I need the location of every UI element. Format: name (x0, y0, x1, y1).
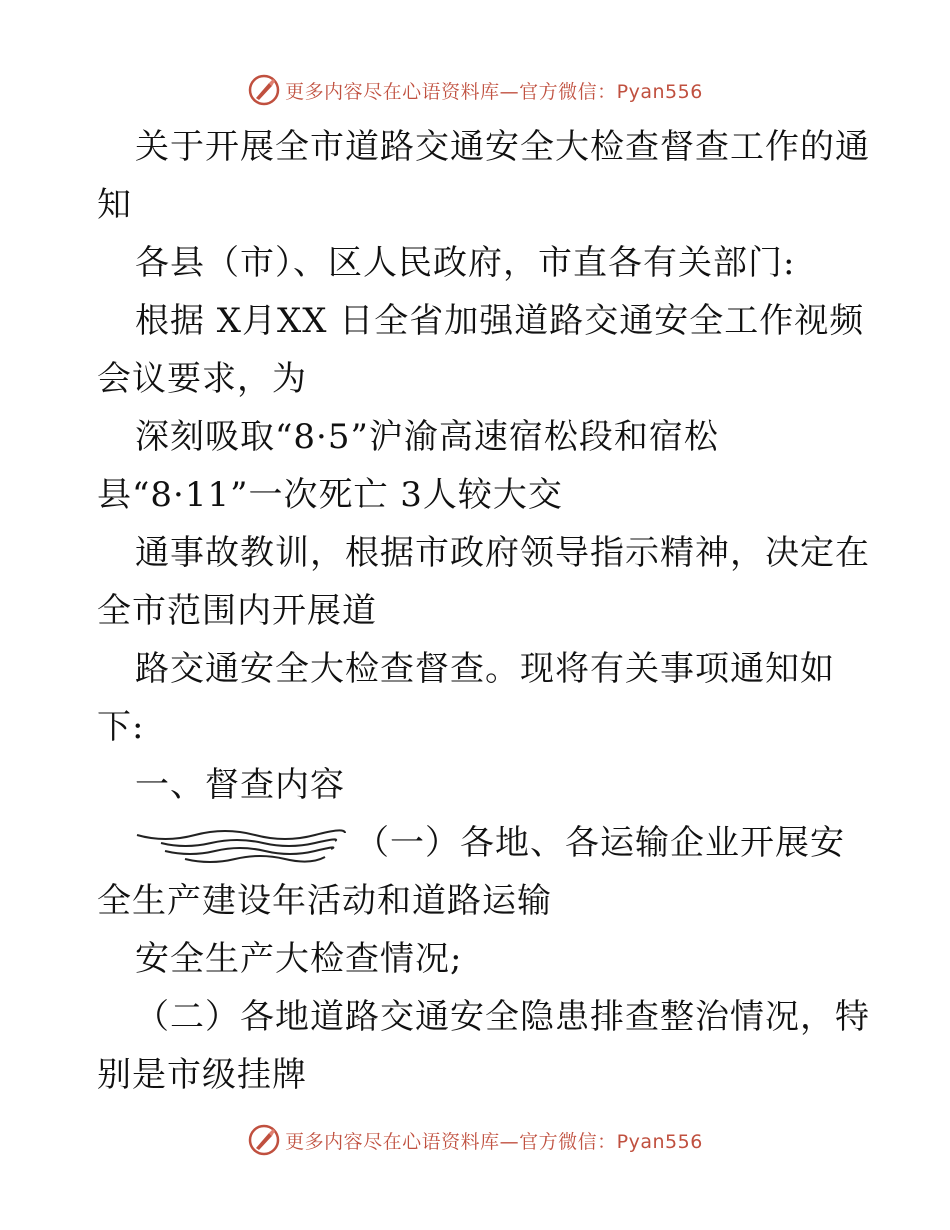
item-1-text: （一）各地、各运输企业开展安 (355, 823, 845, 863)
paragraph-3-line-2: 全市范围内开展道 (97, 591, 377, 631)
banner-dash: — (499, 80, 520, 103)
pen-logo-icon (247, 1123, 281, 1157)
header-watermark-banner (0, 72, 950, 108)
banner-wechat: 官方微信：Pyan556 (519, 1130, 703, 1153)
pen-logo-icon (247, 73, 281, 107)
item-1-line-3: 安全生产大检查情况; (135, 939, 463, 979)
document-title-line-2: 知 (97, 185, 132, 225)
banner-text (285, 1127, 703, 1154)
banner-site-name: 更多内容尽在心语资料库 (285, 1130, 500, 1153)
item-1-line-2: 全生产建设年活动和道路运输 (97, 881, 552, 921)
banner-wechat: 官方微信：Pyan556 (519, 80, 703, 103)
item-2-line-2: 别是市级挂牌 (97, 1055, 307, 1095)
paragraph-2-line-2: 县“8·11”一次死亡 3人较大交 (97, 475, 563, 515)
banner-dash: — (499, 1130, 520, 1153)
banner-text (285, 77, 703, 104)
paragraph-2-line-1: 深刻吸取“8·5”沪渝高速宿松段和宿松 (135, 417, 719, 457)
paragraph-4-line-2: 下: (97, 707, 145, 747)
paragraph-1-line-2: 会议要求，为 (97, 359, 307, 399)
document-body (97, 118, 870, 1104)
section-1-heading: 一、督查内容 (135, 765, 345, 805)
banner-site-name: 更多内容尽在心语资料库 (285, 80, 500, 103)
footer-watermark-banner (0, 1122, 950, 1158)
paragraph-3-line-1: 通事故教训，根据市政府领导指示精神，决定在 (135, 533, 870, 573)
paragraph-1-line-1: 根据 X月XX 日全省加强道路交通安全工作视频 (135, 301, 865, 341)
paragraph-4-line-1: 路交通安全大检查督查。现将有关事项通知如 (135, 649, 835, 689)
item-2-line-1: （二）各地道路交通安全隐患排查整治情况，特 (135, 997, 870, 1037)
document-title-line-1: 关于开展全市道路交通安全大检查督查工作的通 (135, 127, 870, 167)
addressee: 各县（市）、区人民政府，市直各有关部门: (135, 243, 796, 283)
wavy-strikethrough-mark (135, 825, 347, 865)
item-1-line-1 (97, 814, 857, 872)
